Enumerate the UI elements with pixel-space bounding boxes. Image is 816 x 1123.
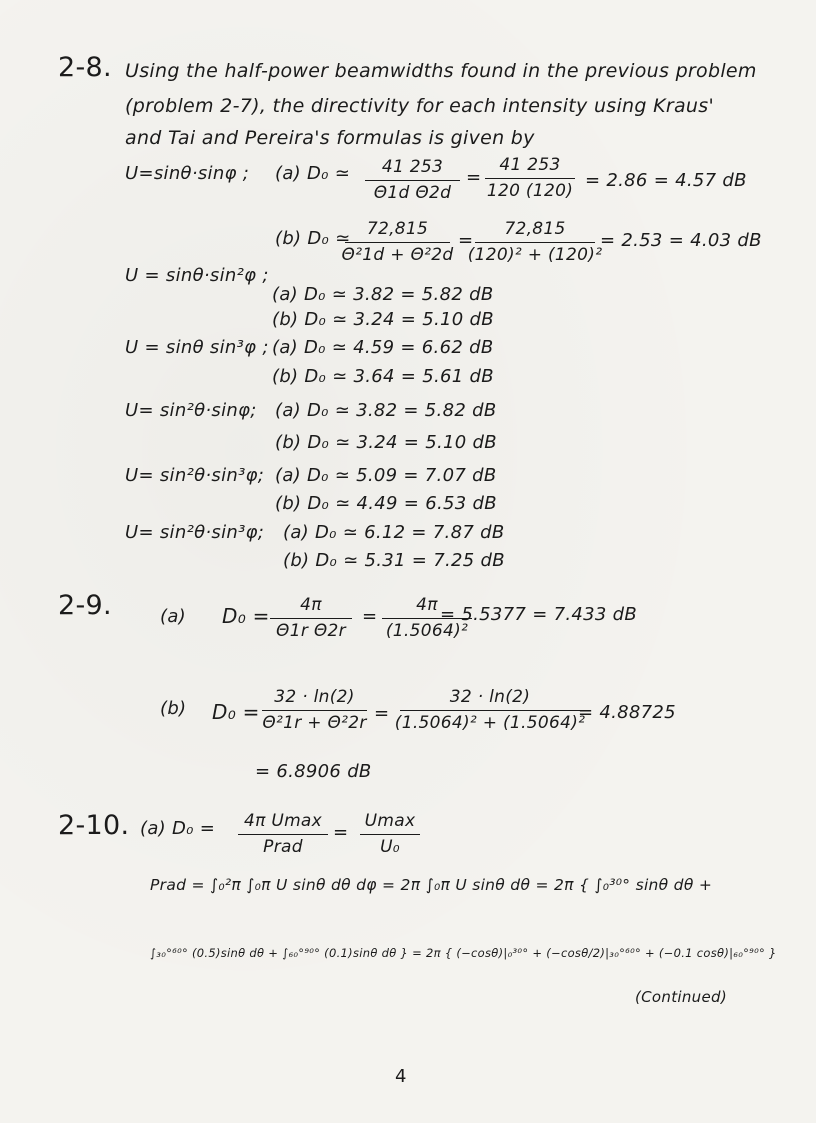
p28-u5a: (a) D₀ ≃ 5.09 = 7.07 dB xyxy=(275,465,497,486)
fraction-denominator: Prad xyxy=(263,836,303,857)
p210-prad-line-1: Prad = ∫₀²π ∫₀π U sinθ dθ dφ = 2π ∫₀π U sinθ dθ = 2π { ∫₀³⁰° sinθ dθ + xyxy=(150,876,713,894)
equals-sign: = xyxy=(374,703,390,724)
p28-u1b-fraction-1 xyxy=(341,219,454,265)
p28-u3-expression: U = sinθ sin³φ ; xyxy=(125,337,269,358)
p28-u4b: (b) D₀ ≃ 3.24 = 5.10 dB xyxy=(275,432,497,453)
equals-sign: = xyxy=(333,822,349,843)
p29-a-fraction-1 xyxy=(270,596,352,640)
p28-u1a-fraction-2 xyxy=(485,156,575,200)
p28-u1b-result: = 2.53 = 4.03 dB xyxy=(600,230,762,251)
p28-u1a-label: (a) D₀ ≃ xyxy=(275,163,351,184)
p28-u3b: (b) D₀ ≃ 3.64 = 5.61 dB xyxy=(272,366,494,387)
fraction-numerator: 72,815 xyxy=(366,219,429,239)
continued-label: (Continued) xyxy=(635,988,727,1006)
fraction-denominator: 120 (120) xyxy=(486,180,574,201)
equals-sign: = xyxy=(466,167,482,188)
p28-u2b: (b) D₀ ≃ 3.24 = 5.10 dB xyxy=(272,309,494,330)
p28-u1a-fraction-1 xyxy=(365,158,460,202)
p28-u2-expression: U = sinθ·sin²φ ; xyxy=(125,265,269,286)
equals-sign: = xyxy=(458,230,474,251)
p29-b-fraction-2 xyxy=(394,687,586,733)
problem-2-9-number: 2-9. xyxy=(58,590,112,621)
fraction-denominator: Θ²1r + Θ²2r xyxy=(262,712,367,733)
fraction-numerator: 4π Umax xyxy=(243,811,323,831)
problem-2-8-number: 2-8. xyxy=(58,52,112,83)
p29-b-db: = 6.8906 dB xyxy=(255,761,372,782)
p28-u4-expression: U= sin²θ·sinφ; xyxy=(125,400,257,421)
p28-u4a: (a) D₀ ≃ 3.82 = 5.82 dB xyxy=(275,400,497,421)
fraction-denominator: Θ1d Θ2d xyxy=(373,182,452,203)
fraction-denominator: (1.5064)² + (1.5064)² xyxy=(394,712,586,733)
fraction-numerator: 32 · ln(2) xyxy=(274,687,355,707)
fraction-numerator: 41 253 xyxy=(381,157,444,177)
equals-sign: = xyxy=(362,606,378,627)
p28-u6b: (b) D₀ ≃ 5.31 = 7.25 dB xyxy=(283,550,505,571)
fraction-denominator: Θ1r Θ2r xyxy=(276,620,346,641)
p210-prad-line-2: ∫₃₀°⁶⁰° (0.5)sinθ dθ + ∫₆₀°⁹⁰° (0.1)sinθ dθ } = 2π { (−cosθ)|₀³⁰° + (−cosθ/2)|₃₀°⁶⁰° + (−0.1 cosθ)|₆₀°⁹⁰° } xyxy=(150,946,777,960)
p29-b-result: = 4.88725 xyxy=(578,702,676,723)
p29-b-label: (b) xyxy=(160,698,187,719)
p210-a-label: (a) D₀ = xyxy=(140,818,216,839)
fraction-numerator: 32 · ln(2) xyxy=(449,687,531,707)
p28-u1a-result: = 2.86 = 4.57 dB xyxy=(585,170,747,191)
fraction-numerator: Umax xyxy=(364,811,416,831)
p28-u5b: (b) D₀ ≃ 4.49 = 6.53 dB xyxy=(275,493,497,514)
p29-a-result: = 5.5377 = 7.433 dB xyxy=(440,604,638,625)
p28-intro-line-1: Using the half-power beamwidths found in the previous problem xyxy=(125,60,757,82)
p28-u1-expression: U=sinθ·sinφ ; xyxy=(125,163,250,184)
p28-u1b-fraction-2 xyxy=(467,219,603,265)
p28-u3a: (a) D₀ ≃ 4.59 = 6.62 dB xyxy=(272,337,494,358)
fraction-numerator: 41 253 xyxy=(499,155,561,175)
p29-b-lhs: D₀ = xyxy=(212,700,260,724)
fraction-numerator: 72,815 xyxy=(504,219,566,239)
p210-a-fraction-2 xyxy=(360,812,420,856)
p28-u1b-label: (b) D₀ ≃ xyxy=(275,228,351,249)
p29-a-lhs: D₀ = xyxy=(222,604,270,628)
p28-u2a: (a) D₀ ≃ 3.82 = 5.82 dB xyxy=(272,284,494,305)
fraction-denominator: Θ²1d + Θ²2d xyxy=(341,244,454,265)
fraction-denominator: (120)² + (120)² xyxy=(467,244,603,265)
p28-u6a: (a) D₀ ≃ 6.12 = 7.87 dB xyxy=(283,522,505,543)
p28-u5-expression: U= sin²θ·sin³φ; xyxy=(125,465,265,486)
p28-u6-expression: U= sin²θ·sin³φ; xyxy=(125,522,265,543)
p28-intro-line-2: (problem 2-7), the directivity for each intensity using Kraus' xyxy=(125,95,714,117)
page-number: 4 xyxy=(395,1066,407,1087)
p28-intro-line-3: and Tai and Pereira's formulas is given by xyxy=(125,127,535,149)
fraction-denominator: (1.5064)² xyxy=(385,620,469,641)
problem-2-10-number: 2-10. xyxy=(58,810,130,841)
fraction-numerator: 4π xyxy=(300,595,322,615)
p29-a-label: (a) xyxy=(160,606,186,627)
p29-b-fraction-1 xyxy=(262,688,367,732)
fraction-denominator: U₀ xyxy=(380,836,400,857)
p210-a-fraction-1 xyxy=(238,812,328,856)
fraction-numerator: 4π xyxy=(416,595,438,615)
